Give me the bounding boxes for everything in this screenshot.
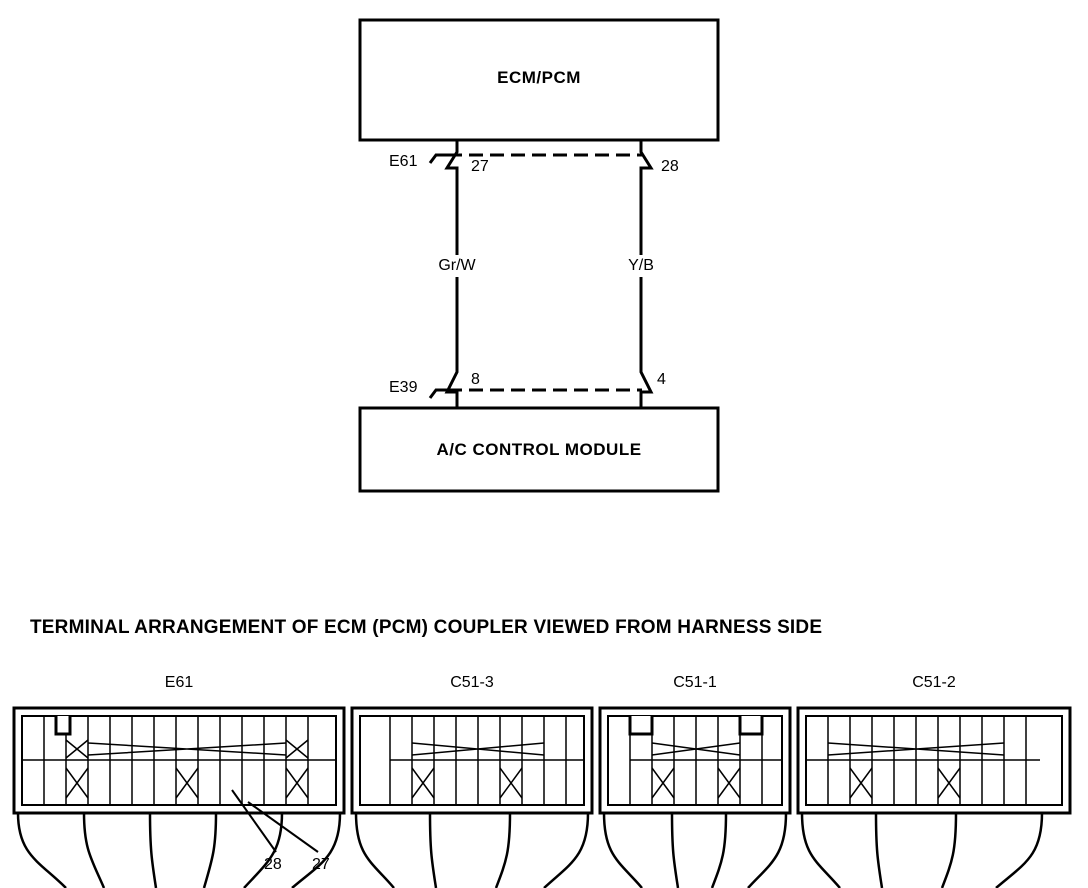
pin-number-ac-8: 8 <box>471 371 480 388</box>
pin-number-ac-4: 4 <box>657 371 666 388</box>
harness-bundles <box>18 813 1042 888</box>
ecm-block-label: ECM/PCM <box>497 68 581 87</box>
connector-label-e39: E39 <box>389 379 418 396</box>
coupler-e61-x-marks-bottom <box>66 768 308 798</box>
pin-number-ecm-27: 27 <box>471 158 489 175</box>
coupler-c51-2-grid <box>806 716 1040 805</box>
ac-module-block-label: A/C CONTROL MODULE <box>436 440 642 459</box>
coupler-e61-notch <box>56 716 70 734</box>
coupler-c51-1-notch-right <box>740 716 762 734</box>
terminal-arrangement-title: TERMINAL ARRANGEMENT OF ECM (PCM) COUPLER VIEWED FROM HARNESS SIDE <box>30 617 823 638</box>
coupler-label-e61: E61 <box>164 674 194 691</box>
e39-connector-hook <box>430 390 448 398</box>
coupler-e61-x-marks-top <box>66 740 308 758</box>
wire-color-label-y-b: Y/B <box>622 255 660 277</box>
coupler-c51-3-grid <box>390 716 584 805</box>
callout-label-28: 28 <box>264 856 282 873</box>
pin-number-ecm-28: 28 <box>661 158 679 175</box>
coupler-label-c51-2: C51-2 <box>912 674 956 691</box>
e61-connector-hook <box>430 155 448 163</box>
coupler-c51-1-notch-left <box>630 716 652 734</box>
wire-color-label-gr-w: Gr/W <box>432 255 481 277</box>
coupler-label-c51-3: C51-3 <box>450 674 494 691</box>
callout-leaders <box>232 790 318 852</box>
callout-label-27: 27 <box>312 856 330 873</box>
connector-label-e61: E61 <box>389 153 418 170</box>
coupler-label-c51-1: C51-1 <box>673 674 717 691</box>
